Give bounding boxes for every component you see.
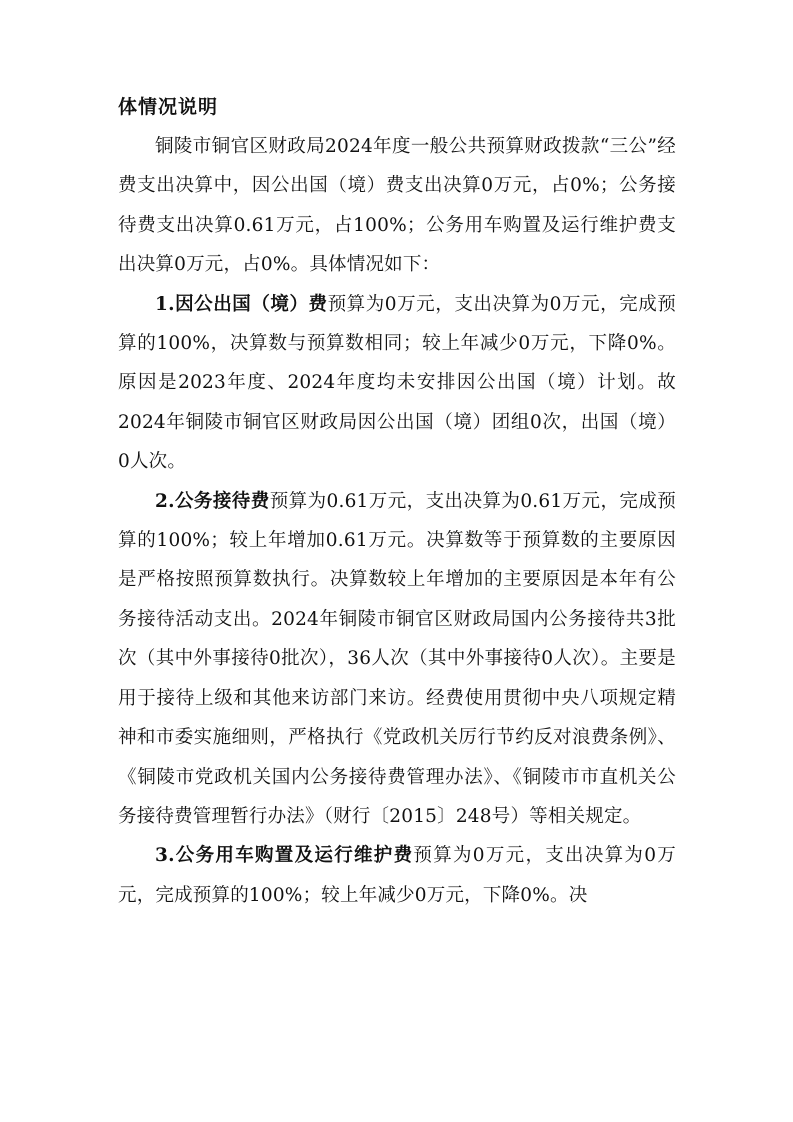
official-reception-lead: 2.公务接待费 xyxy=(155,490,270,512)
paragraph-official-vehicles xyxy=(118,836,676,915)
section-heading: 体情况说明 xyxy=(118,96,219,118)
paragraph-official-reception xyxy=(118,482,676,837)
official-vehicles-lead: 3.公务用车购置及运行维护费 xyxy=(155,845,414,867)
overseas-travel-lead: 1.因公出国（境）费 xyxy=(155,293,328,315)
official-reception-body: 预算为0.61万元，支出决算为0.61万元，完成预算的100%；较上年增加0.61万元。决算数等于预算数的主要原因是严格按照预算数执行。决算数较上年增加的主要原因是本年有公务接待活动支出。2024年铜陵市铜官区财政局国内公务接待共3批次（其中外事接待0批次），36人次（其中外事接待0人次）。主要是用于接待上级和其他来访部门来访。经费使用贯彻中央八项规定精神和市委实施细则，严格执行《党政机关厉行节约反对浪费条例》、《铜陵市党政机关国内公务接待费管理办法》、《铜陵市市直机关公务接待费管理暂行办法》（财行〔2015〕248号）等相关规定。 xyxy=(118,490,676,827)
overseas-travel-body: 预算为0万元，支出决算为0万元，完成预算的100%，决算数与预算数相同；较上年减少0万元，下降0%。原因是2023年度、2024年度均未安排因公出国（境）计划。故2024年铜陵市铜官区财政局因公出国（境）团组0次，出国（境）0人次。 xyxy=(118,293,676,473)
official-vehicles-body: 预算为0万元，支出决算为0万元，完成预算的100%；较上年减少0万元，下降0%。决 xyxy=(118,845,676,906)
document-page xyxy=(118,88,676,915)
intro-paragraph: 铜陵市铜官区财政局2024年度一般公共预算财政拨款“三公”经费支出决算中，因公出国（境）费支出决算0万元，占0%；公务接待费支出决算0.61万元，占100%；公务用车购置及运行维护费支出决算0万元，占0%。具体情况如下： xyxy=(118,136,676,276)
paragraph-overseas-travel xyxy=(118,285,676,482)
